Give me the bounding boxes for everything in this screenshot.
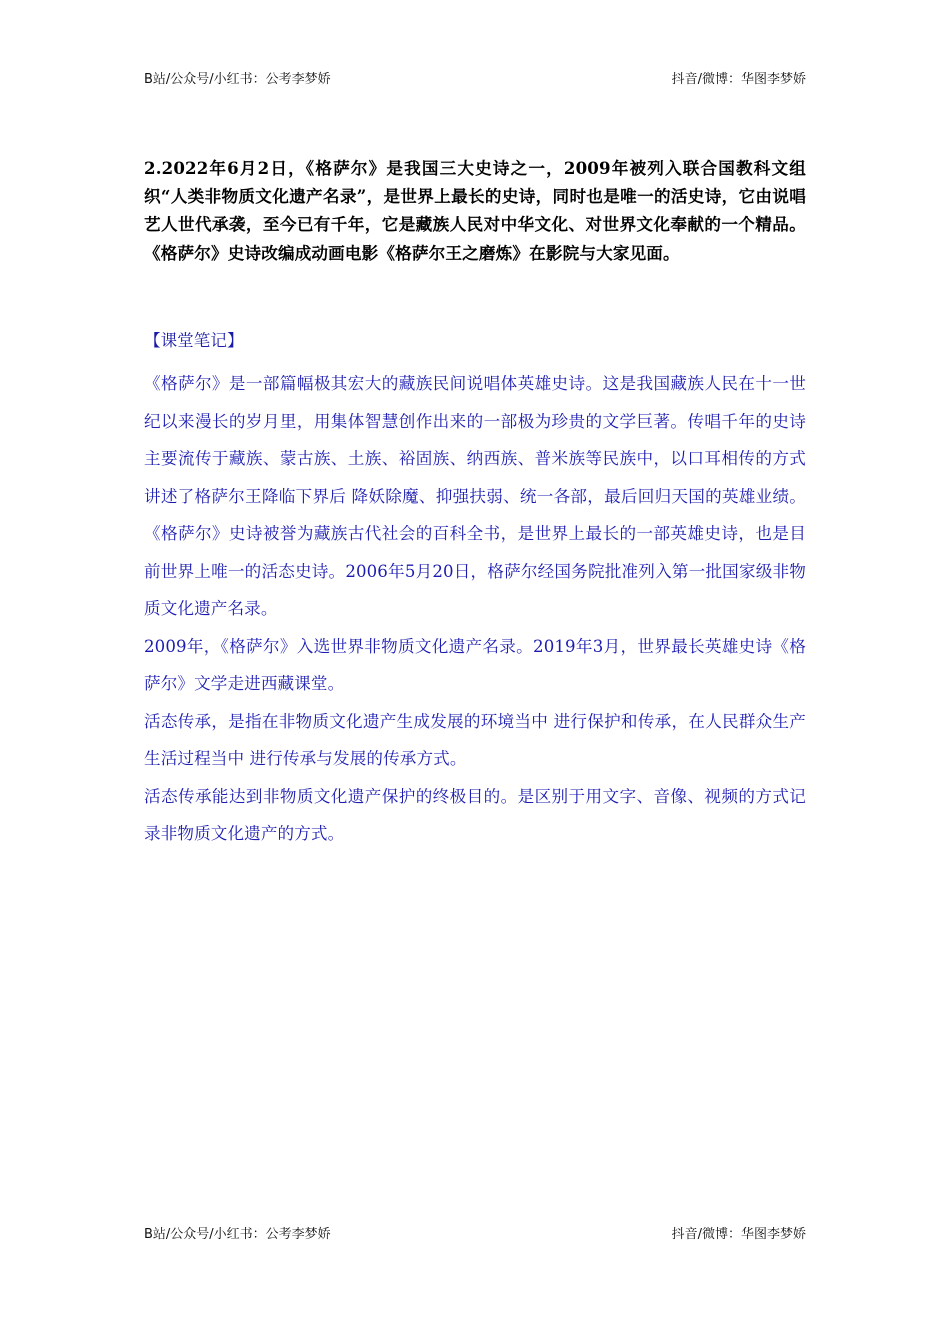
page-footer xyxy=(144,1226,806,1244)
notes-paragraph: 《格萨尔》是一部篇幅极其宏大的藏族民间说唱体英雄史诗。这是我国藏族人民在十一世纪以来漫长的岁月里，用集体智慧创作出来的一部极为珍贵的文学巨著。传唱千年的史诗主要流传于藏族、蒙古族、土族、裕固族、纳西族、普米族等民族中，以口耳相传的方式讲述了格萨尔王降临下界后 降妖除魔、抑强扶弱、统一各部，最后回归天国的英雄业绩。《格萨尔》史诗被誉为藏族古代社会的百科全书，是世界上最长的一部英雄史诗，也是目前世界上唯一的活态史诗。2006年5月20日，格萨尔经国务院批准列入第一批国家级非物质文化遗产名录。 xyxy=(144,374,806,618)
question-paragraph: 2.2022年6月2日，《格萨尔》是我国三大史诗之一，2009年被列入联合国教科文组织“人类非物质文化遗产名录”，是世界上最长的史诗，同时也是唯一的活史诗，它由说唱艺人世代承袭，至今已有千年，它是藏族人民对中华文化、对世界文化奉献的一个精品。《格萨尔》史诗改编成动画电影《格萨尔王之磨炼》在影院与大家见面。 xyxy=(144,158,806,263)
header-right-text: 抖音/微博：华图李梦娇 xyxy=(671,72,806,87)
notes-body xyxy=(144,365,806,853)
footer-left-text: B站/公众号/小红书：公考李梦娇 xyxy=(144,1227,331,1242)
notes-paragraph: 活态传承能达到非物质文化遗产保护的终极目的。是区别于用文字、音像、视频的方式记录非物质文化遗产的方式。 xyxy=(144,786,806,843)
notes-paragraph: 2009年，《格萨尔》入选世界非物质文化遗产名录。2019年3月，世界最长英雄史诗《格萨尔》文学走进西藏课堂。 xyxy=(144,636,806,693)
notes-paragraph: 活态传承，是指在非物质文化遗产生成发展的环境当中 进行保护和传承，在人民群众生产生活过程当中 进行传承与发展的传承方式。 xyxy=(144,711,806,768)
page-header xyxy=(144,71,806,89)
notes-title: 【课堂笔记】 xyxy=(144,331,244,350)
footer-right-text: 抖音/微博：华图李梦娇 xyxy=(671,1227,806,1242)
header-left-text: B站/公众号/小红书：公考李梦娇 xyxy=(144,72,331,87)
